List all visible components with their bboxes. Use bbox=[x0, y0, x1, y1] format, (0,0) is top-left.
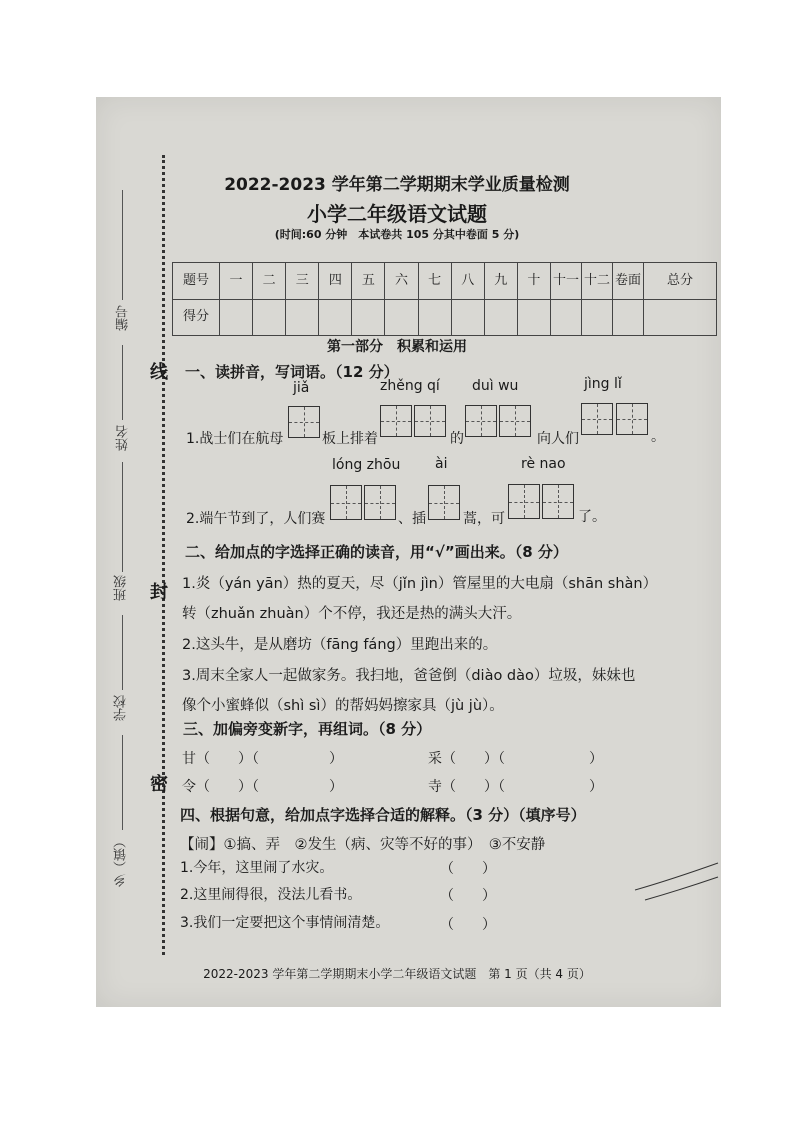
section2-q1-line1: 1.炎（yán yān）热的夏天，尽（jǐn jìn）管屋里的大电扇（shān shàn） bbox=[182, 576, 658, 592]
score-cell-q3: 三 bbox=[286, 263, 319, 300]
section2-q3-line1: 3.周末全家人一起做家务。我扫地，爸爸倒（diào dào）垃圾，妹妹也 bbox=[182, 668, 636, 684]
seal-feng: 封 bbox=[150, 582, 168, 603]
writing-box[interactable] bbox=[364, 485, 396, 520]
section4-q3: 3.我们一定要把这个事情闹清楚。 bbox=[180, 915, 390, 931]
pen-scribble bbox=[630, 855, 720, 905]
score-blank[interactable] bbox=[613, 299, 644, 336]
q1-1-text-c: 的 bbox=[450, 431, 464, 447]
score-blank[interactable] bbox=[551, 299, 582, 336]
q1-1-text-d: 向人们 bbox=[537, 431, 579, 447]
q1-1-text-e: 。 bbox=[651, 429, 665, 445]
school-line bbox=[122, 615, 123, 690]
section3-row2-left[interactable]: 令（ ）（ ） bbox=[182, 779, 343, 795]
score-cell-q5: 五 bbox=[352, 263, 385, 300]
writing-box[interactable] bbox=[508, 484, 540, 519]
pinyin-ai: ài bbox=[435, 456, 448, 472]
writing-box[interactable] bbox=[428, 485, 460, 520]
pinyin-jia: jiǎ bbox=[293, 380, 310, 396]
town-label: 乡（镇） bbox=[114, 835, 129, 887]
score-blank[interactable] bbox=[220, 299, 253, 336]
score-cell-q10: 十 bbox=[517, 263, 550, 300]
page-footer: 2022-2023 学年第二学期期末小学二年级语文试题 第 1 页（共 4 页） bbox=[203, 967, 591, 981]
score-table bbox=[172, 262, 717, 336]
writing-box[interactable] bbox=[581, 403, 613, 435]
score-blank[interactable] bbox=[418, 299, 451, 336]
q1-2-text-d: 了。 bbox=[578, 509, 606, 525]
pinyin-zhengqi: zhěng qí bbox=[380, 378, 440, 394]
score-row-label: 得分 bbox=[173, 299, 220, 336]
writing-box[interactable] bbox=[414, 405, 446, 437]
score-blank[interactable] bbox=[517, 299, 550, 336]
answer-blank[interactable]: （ ） bbox=[440, 861, 496, 877]
id-label: 编号 bbox=[116, 305, 131, 331]
section4-q2: 2.这里闹得很，没法儿看书。 bbox=[180, 887, 362, 903]
score-table-header-row bbox=[173, 263, 717, 300]
class-line bbox=[122, 462, 123, 572]
score-cell-q7: 七 bbox=[418, 263, 451, 300]
section4-title: 四、根据句意，给加点字选择合适的解释。（3 分）（填序号） bbox=[180, 806, 586, 824]
school-label: 学校 bbox=[114, 695, 129, 721]
score-blank[interactable] bbox=[644, 299, 717, 336]
score-cell-q1: 一 bbox=[220, 263, 253, 300]
pinyin-longzhou: lóng zhōu bbox=[332, 457, 401, 473]
score-table-score-row bbox=[173, 299, 717, 336]
score-cell-q9: 九 bbox=[484, 263, 517, 300]
score-cell-q6: 六 bbox=[385, 263, 418, 300]
score-blank[interactable] bbox=[319, 299, 352, 336]
writing-box[interactable] bbox=[499, 405, 531, 437]
name-line bbox=[122, 345, 123, 420]
pinyin-renao: rè nao bbox=[521, 456, 566, 472]
section3-row2-right[interactable]: 寺（ ）（ ） bbox=[428, 779, 603, 795]
q1-2-text-b: 、插 bbox=[398, 511, 426, 527]
seal-mi: 密 bbox=[150, 774, 168, 795]
part-title: 第一部分 积累和运用 bbox=[327, 339, 467, 355]
score-blank[interactable] bbox=[582, 299, 613, 336]
seal-xian: 线 bbox=[150, 362, 168, 383]
score-blank[interactable] bbox=[451, 299, 484, 336]
section3-title: 三、加偏旁变新字，再组词。（8 分） bbox=[183, 720, 432, 738]
section2-q3-line2: 像个小蜜蜂似（shì sì）的帮妈妈擦家具（jù jù）。 bbox=[182, 698, 504, 714]
writing-box[interactable] bbox=[616, 403, 648, 435]
score-blank[interactable] bbox=[352, 299, 385, 336]
answer-blank[interactable]: （ ） bbox=[440, 917, 496, 933]
score-cell-q12: 十二 bbox=[582, 263, 613, 300]
score-blank[interactable] bbox=[385, 299, 418, 336]
score-cell-q8: 八 bbox=[451, 263, 484, 300]
writing-box[interactable] bbox=[330, 485, 362, 520]
section2-title: 二、给加点的字选择正确的读音，用“√”画出来。（8 分） bbox=[185, 543, 568, 561]
section4-definitions: 【闹】①搞、弄 ②发生（病、灾等不好的事） ③不安静 bbox=[180, 837, 546, 853]
answer-blank[interactable]: （ ） bbox=[440, 888, 496, 904]
name-label: 姓名 bbox=[116, 425, 131, 451]
score-cell-neatness: 卷面 bbox=[613, 263, 644, 300]
score-cell-q11: 十一 bbox=[551, 263, 582, 300]
section2-q2: 2.这头牛，是从磨坊（fāng fáng）里跑出来的。 bbox=[182, 637, 498, 653]
score-cell-q4: 四 bbox=[319, 263, 352, 300]
q1-2-text-a: 2.端午节到了，人们赛 bbox=[186, 511, 326, 527]
seal-dotted-line bbox=[162, 155, 165, 955]
exam-title-line3: (时间:60 分钟 本试卷共 105 分其中卷面 5 分) bbox=[274, 228, 520, 241]
section1-title: 一、读拼音，写词语。（12 分） bbox=[185, 363, 399, 381]
q1-1-text-a: 1.战士们在航母 bbox=[186, 431, 284, 447]
q1-2-text-c: 蒿，可 bbox=[463, 511, 505, 527]
pinyin-jingli: jìng lǐ bbox=[584, 376, 622, 392]
section3-row1-right[interactable]: 采（ ）（ ） bbox=[428, 751, 603, 767]
writing-box[interactable] bbox=[288, 406, 320, 438]
score-blank[interactable] bbox=[484, 299, 517, 336]
exam-title-line1: 2022-2023 学年第二学期期末学业质量检测 bbox=[224, 175, 570, 195]
section4-q1: 1.今年，这里闹了水灾。 bbox=[180, 860, 334, 876]
score-cell-label: 题号 bbox=[173, 263, 220, 300]
score-cell-q2: 二 bbox=[253, 263, 286, 300]
exam-title-line2: 小学二年级语文试题 bbox=[307, 202, 487, 226]
writing-box[interactable] bbox=[465, 405, 497, 437]
class-label: 班级 bbox=[114, 575, 129, 601]
q1-1-text-b: 板上排着 bbox=[322, 431, 378, 447]
score-blank[interactable] bbox=[253, 299, 286, 336]
pinyin-duiwu: duì wu bbox=[472, 378, 519, 394]
score-blank[interactable] bbox=[286, 299, 319, 336]
section3-row1-left[interactable]: 甘（ ）（ ） bbox=[182, 751, 343, 767]
score-cell-total: 总分 bbox=[644, 263, 717, 300]
writing-box[interactable] bbox=[380, 405, 412, 437]
section2-q1-line2: 转（zhuǎn zhuàn）个不停，我还是热的满头大汗。 bbox=[182, 606, 522, 622]
writing-box[interactable] bbox=[542, 484, 574, 519]
town-line bbox=[122, 735, 123, 830]
